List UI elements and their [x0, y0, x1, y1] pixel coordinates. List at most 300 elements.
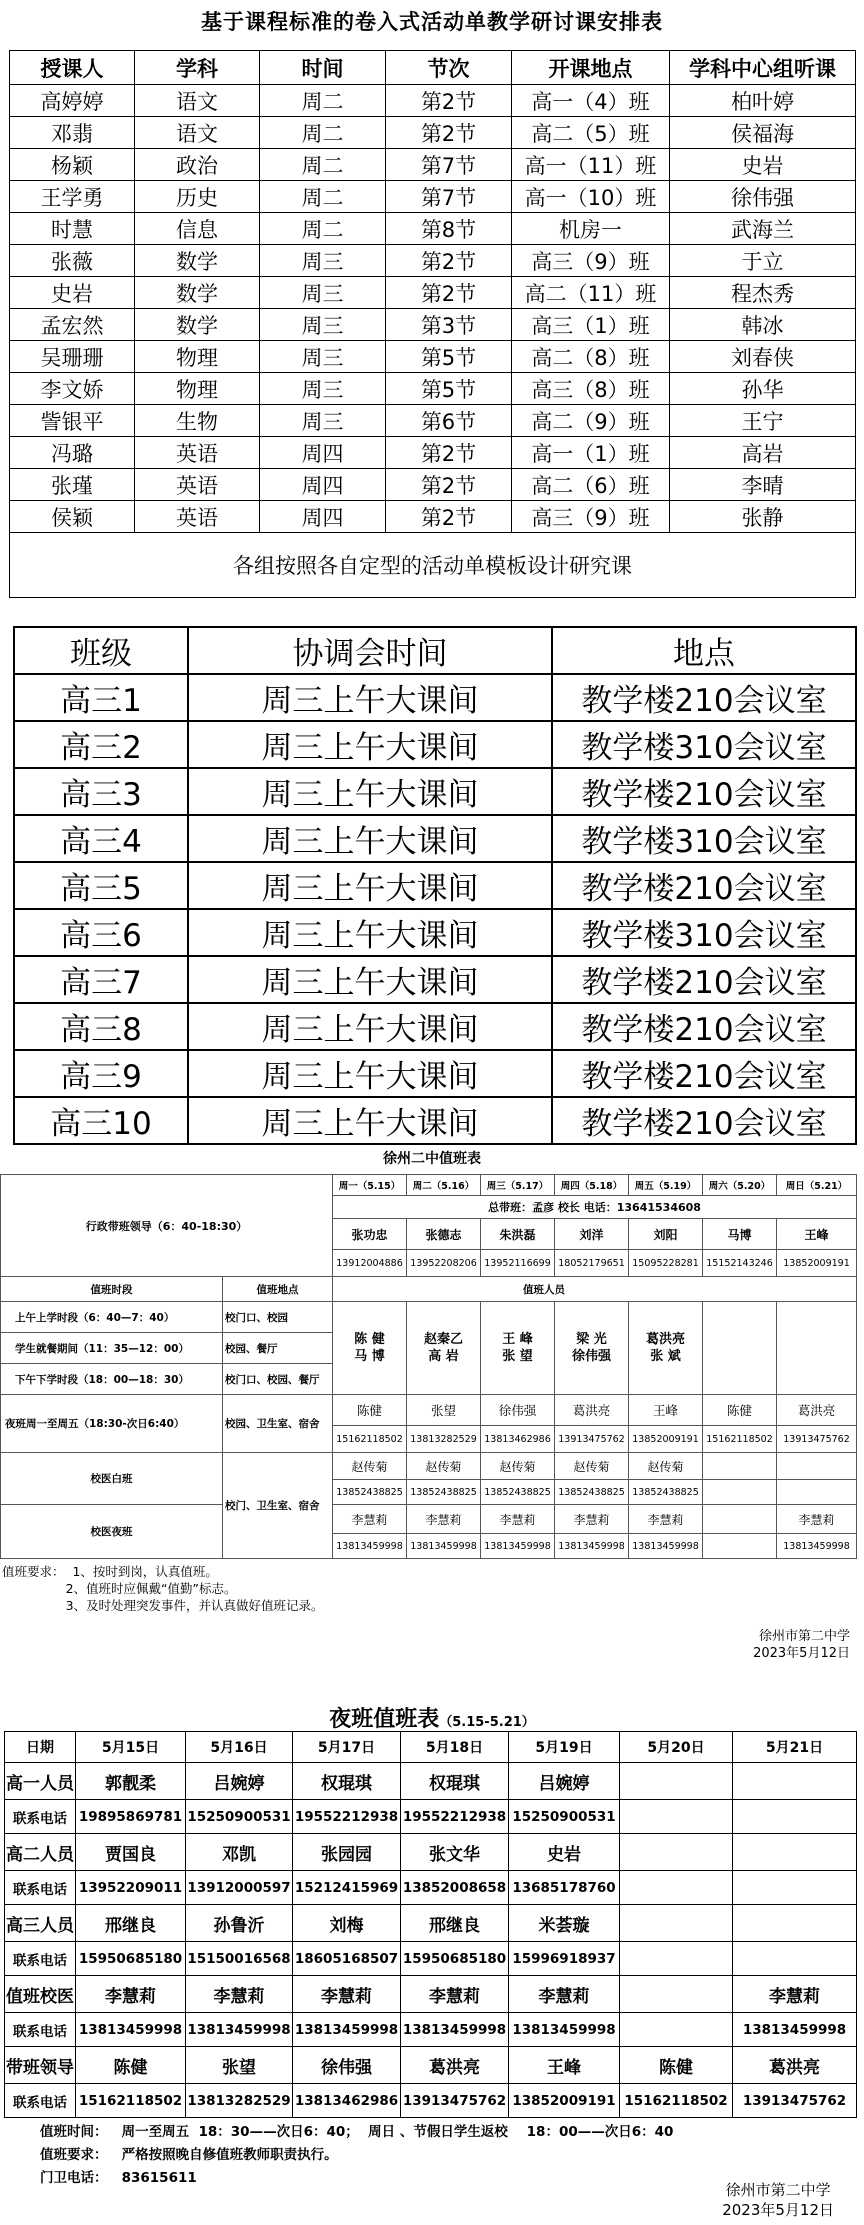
name-cell: 孙鲁沂: [186, 1905, 293, 1942]
row-label: 值班校医: [5, 1976, 76, 2013]
name-row: [5, 2047, 857, 2084]
roster-signature: [753, 1628, 850, 1662]
day-header: 周五（5.19）: [629, 1175, 703, 1196]
table-row: [10, 85, 856, 117]
name-row: [5, 1905, 857, 1942]
table-cell: 语文: [135, 85, 260, 117]
name-cell: 徐伟强: [293, 2047, 401, 2084]
doctor-night-label: 校医夜班: [1, 1505, 223, 1559]
date-header-row: [5, 1732, 857, 1763]
phone-cell: 15150016568: [186, 1942, 293, 1976]
column-header: 时间: [260, 51, 386, 85]
table-cell: 教学楼310会议室: [552, 909, 856, 956]
table-cell: 周三上午大课间: [188, 862, 552, 909]
phone-cell: 19552212938: [293, 1800, 401, 1834]
phone-row: [5, 2013, 857, 2047]
table-row: [10, 501, 856, 533]
table-row: [14, 1050, 856, 1097]
table-cell: 张静: [670, 501, 856, 533]
table-cell: 周二: [260, 213, 386, 245]
phone-cell: 13813282529: [186, 2084, 293, 2118]
phone-cell: [620, 1800, 733, 1834]
column-header: 学科中心组听课: [670, 51, 856, 85]
table-cell: 周三上午大课间: [188, 1050, 552, 1097]
phone-cell: 13913475762: [733, 2084, 857, 2118]
column-header: 地点: [552, 627, 856, 674]
table-cell: 机房一: [512, 213, 670, 245]
night-phone: 13813462986: [481, 1426, 555, 1453]
name-cell: 权琨琪: [401, 1763, 509, 1800]
name-cell: 葛洪亮: [733, 2047, 857, 2084]
table-cell: 周四: [260, 469, 386, 501]
date-header: 5月15日: [76, 1732, 186, 1763]
phone-cell: [733, 1800, 857, 1834]
day-staff: 陈 健 马 博: [333, 1302, 407, 1395]
doctor-night-phone: 13813459998: [777, 1534, 857, 1559]
table-cell: 高二（5）班: [512, 117, 670, 149]
table-cell: 政治: [135, 149, 260, 181]
table-cell: 王宁: [670, 405, 856, 437]
table-cell: 周三上午大课间: [188, 674, 552, 721]
name-cell: 邓凯: [186, 1834, 293, 1871]
table-cell: 时慧: [10, 213, 135, 245]
table-cell: 周四: [260, 501, 386, 533]
date-header: 5月20日: [620, 1732, 733, 1763]
night-staff: 葛洪亮: [777, 1395, 857, 1426]
leader-name: 张功忠: [333, 1219, 407, 1250]
duty-header-row: [1, 1277, 857, 1302]
table-cell: 语文: [135, 117, 260, 149]
name-cell: [620, 1976, 733, 2013]
table-row: [14, 1097, 856, 1144]
school-name: 徐州市第二中学: [758, 1629, 850, 1644]
night-staff: 张望: [407, 1395, 481, 1426]
name-cell: 陈健: [620, 2047, 733, 2084]
table-cell: 第2节: [386, 117, 512, 149]
phone-cell: 15950685180: [401, 1942, 509, 1976]
table-cell: 英语: [135, 501, 260, 533]
table-row: [14, 1003, 856, 1050]
school-name: 徐州市第二中学: [725, 2181, 831, 2199]
table-cell: 第2节: [386, 277, 512, 309]
date-header: 5月16日: [186, 1732, 293, 1763]
period-header: 值班时段: [1, 1277, 223, 1302]
phone-cell: 13813459998: [76, 2013, 186, 2047]
night-staff: 徐伟强: [481, 1395, 555, 1426]
table-cell: 物理: [135, 373, 260, 405]
doctor-night-name: 李慧莉: [407, 1505, 481, 1534]
night-staff: 陈健: [333, 1395, 407, 1426]
table-row: [10, 341, 856, 373]
table-cell: 史岩: [10, 277, 135, 309]
table-cell: 历史: [135, 181, 260, 213]
date-header: 5月21日: [733, 1732, 857, 1763]
table-cell: 高婷婷: [10, 85, 135, 117]
phone-row: [5, 1942, 857, 1976]
table-cell: 数学: [135, 277, 260, 309]
table-cell: 张薇: [10, 245, 135, 277]
table-cell: 周三上午大课间: [188, 768, 552, 815]
name-cell: 李慧莉: [186, 1976, 293, 2013]
night-place: 校园、卫生室、宿舍: [223, 1395, 333, 1453]
table-cell: 高三2: [14, 721, 188, 768]
table-cell: 第3节: [386, 309, 512, 341]
duty-roster-title: 徐州二中值班表: [383, 1151, 481, 1167]
table-cell: 第2节: [386, 469, 512, 501]
duty-requirement-line: 3、及时处理突发事件，并认真做好值班记录。: [2, 1598, 324, 1613]
table-cell: 史岩: [670, 149, 856, 181]
table-cell: 信息: [135, 213, 260, 245]
doctor-night-phone: 13813459998: [407, 1534, 481, 1559]
column-header: 学科: [135, 51, 260, 85]
phone-cell: 19552212938: [401, 1800, 509, 1834]
table-cell: 教学楼210会议室: [552, 1003, 856, 1050]
name-cell: 邢继良: [401, 1905, 509, 1942]
table-cell: 第8节: [386, 213, 512, 245]
doctor-day-name: 赵传菊: [481, 1453, 555, 1480]
doctor-night-phone: 13813459998: [629, 1534, 703, 1559]
name-cell: 米荟璇: [509, 1905, 620, 1942]
table-cell: 高三（9）班: [512, 501, 670, 533]
phone-cell: 13852008658: [401, 1871, 509, 1905]
table-cell: 周三: [260, 245, 386, 277]
doctor-place: 校门、卫生室、宿舍: [223, 1453, 333, 1559]
night-staff: 陈健: [703, 1395, 777, 1426]
leader-name: 张德志: [407, 1219, 481, 1250]
phone-cell: 15162118502: [76, 2084, 186, 2118]
table-row: [14, 815, 856, 862]
phone-cell: 13685178760: [509, 1871, 620, 1905]
phone-cell: 15250900531: [186, 1800, 293, 1834]
day-staff: 葛洪亮 张 斌: [629, 1302, 703, 1395]
row-label: 高三人员: [5, 1905, 76, 1942]
day-staff: 王 峰 张 望: [481, 1302, 555, 1395]
issue-date: 2023年5月12日: [753, 1646, 850, 1661]
night-phone: 13813282529: [407, 1426, 481, 1453]
doctor-night-phone: [703, 1534, 777, 1559]
column-header: 授课人: [10, 51, 135, 85]
day-header: 周四（5.18）: [555, 1175, 629, 1196]
night-duty-table: [4, 1731, 857, 2118]
column-header: 节次: [386, 51, 512, 85]
phone-cell: 13813459998: [401, 2013, 509, 2047]
days-row: [1, 1175, 857, 1196]
table-cell: 高三7: [14, 956, 188, 1003]
empty-cell: [777, 1453, 857, 1480]
table-cell: 高二（9）班: [512, 405, 670, 437]
table-cell: 侯颖: [10, 501, 135, 533]
doctor-night-name: 李慧莉: [333, 1505, 407, 1534]
phone-cell: 13813459998: [509, 2013, 620, 2047]
duty-roster-table: [0, 1174, 857, 1559]
issue-date: 2023年5月12日: [722, 2201, 834, 2219]
row-label: 联系电话: [5, 1942, 76, 1976]
name-cell: [620, 1905, 733, 1942]
phone-row: [5, 1800, 857, 1834]
period-label: 上午上学时段（6：40—7：40）: [1, 1302, 223, 1333]
table-row: [10, 181, 856, 213]
night-phone: 15162118502: [333, 1426, 407, 1453]
table-cell: 刘春侠: [670, 341, 856, 373]
name-cell: 邢继良: [76, 1905, 186, 1942]
day-staff: 赵秦乙 高 岩: [407, 1302, 481, 1395]
table-cell: 高三9: [14, 1050, 188, 1097]
table-cell: 第7节: [386, 181, 512, 213]
night-duty-footer: [40, 2121, 673, 2190]
night-staff: 葛洪亮: [555, 1395, 629, 1426]
name-cell: 张文华: [401, 1834, 509, 1871]
table-cell: 周三: [260, 277, 386, 309]
table-cell: 周二: [260, 181, 386, 213]
leader-name: 刘阳: [629, 1219, 703, 1250]
table-row: [14, 862, 856, 909]
name-cell: [733, 1905, 857, 1942]
table-cell: 高三4: [14, 815, 188, 862]
schedule-title: 基于课程标准的卷入式活动单教学研讨课安排表: [201, 10, 663, 34]
phone-cell: 13813462986: [293, 2084, 401, 2118]
row-label: 联系电话: [5, 1871, 76, 1905]
table-cell: 高一（1）班: [512, 437, 670, 469]
table-cell: 程杰秀: [670, 277, 856, 309]
table-cell: 教学楼210会议室: [552, 1050, 856, 1097]
table-cell: 教学楼210会议室: [552, 674, 856, 721]
table-row: [14, 768, 856, 815]
night-staff: 王峰: [629, 1395, 703, 1426]
phone-cell: 13813459998: [733, 2013, 857, 2047]
table-cell: 高三8: [14, 1003, 188, 1050]
table-cell: 教学楼210会议室: [552, 768, 856, 815]
name-cell: 史岩: [509, 1834, 620, 1871]
doctor-night-name: 李慧莉: [777, 1505, 857, 1534]
column-header: 开课地点: [512, 51, 670, 85]
day-header: 周二（5.16）: [407, 1175, 481, 1196]
table-cell: 杨颖: [10, 149, 135, 181]
table-row: [10, 309, 856, 341]
phone-cell: 13813459998: [293, 2013, 401, 2047]
night-phone: 13852009191: [629, 1426, 703, 1453]
name-cell: 李慧莉: [293, 1976, 401, 2013]
phone-cell: 13912000597: [186, 1871, 293, 1905]
table-cell: 第7节: [386, 149, 512, 181]
table-row: [10, 277, 856, 309]
day-header: 周三（5.17）: [481, 1175, 555, 1196]
phone-cell: [733, 1871, 857, 1905]
table-cell: 孟宏然: [10, 309, 135, 341]
footer-line: 值班时间： 周一至周五 18：30——次日6：40； 周日 、节假日学生返校 18：00——次日6：40: [40, 2124, 674, 2140]
note-row: [10, 533, 856, 598]
leader-name: 王峰: [777, 1219, 857, 1250]
table-cell: 周三: [260, 341, 386, 373]
doctor-night-name: 李慧莉: [555, 1505, 629, 1534]
table-cell: 第5节: [386, 373, 512, 405]
phone-cell: 15250900531: [509, 1800, 620, 1834]
table-cell: 第5节: [386, 341, 512, 373]
name-row: [5, 1976, 857, 2013]
table-row: [14, 721, 856, 768]
name-cell: 李慧莉: [509, 1976, 620, 2013]
empty-cell: [777, 1302, 857, 1395]
table-cell: 李文娇: [10, 373, 135, 405]
table-cell: 英语: [135, 469, 260, 501]
name-row: [5, 1763, 857, 1800]
name-cell: [620, 1763, 733, 1800]
doctor-night-phone: 13813459998: [333, 1534, 407, 1559]
table-cell: 第2节: [386, 85, 512, 117]
name-row: [5, 1834, 857, 1871]
name-cell: 张望: [186, 2047, 293, 2084]
night-staff-row: [1, 1395, 857, 1426]
name-cell: 陈健: [76, 2047, 186, 2084]
empty-cell: [703, 1302, 777, 1395]
table-cell: 李晴: [670, 469, 856, 501]
row-label: 高二人员: [5, 1834, 76, 1871]
staff-header: 值班人员: [333, 1277, 857, 1302]
phone-cell: 15162118502: [620, 2084, 733, 2118]
table-header-row: [10, 51, 856, 85]
table-cell: 周四: [260, 437, 386, 469]
doctor-day-name: 赵传菊: [555, 1453, 629, 1480]
phone-cell: 18605168507: [293, 1942, 401, 1976]
table-cell: 高三10: [14, 1097, 188, 1144]
row-label: 联系电话: [5, 1800, 76, 1834]
day-header: 周六（5.20）: [703, 1175, 777, 1196]
table-cell: 高一（10）班: [512, 181, 670, 213]
leader-name: 马博: [703, 1219, 777, 1250]
period-row: [1, 1302, 857, 1333]
chief-on-duty: 总带班：孟彦 校长 电话：13641534608: [333, 1196, 857, 1219]
phone-row: [5, 1871, 857, 1905]
table-cell: 数学: [135, 245, 260, 277]
table-header-row: [14, 627, 856, 674]
doctor-day-phone: 13852438825: [407, 1480, 481, 1505]
table-row: [10, 117, 856, 149]
phone-cell: 19895869781: [76, 1800, 186, 1834]
table-cell: 周二: [260, 85, 386, 117]
phone-cell: [733, 1942, 857, 1976]
row-label: 高一人员: [5, 1763, 76, 1800]
night-phone: 13913475762: [777, 1426, 857, 1453]
table-cell: 周三上午大课间: [188, 909, 552, 956]
table-cell: 周二: [260, 117, 386, 149]
table-cell: 孙华: [670, 373, 856, 405]
table-cell: 周三: [260, 373, 386, 405]
row-label: 带班领导: [5, 2047, 76, 2084]
row-label: 联系电话: [5, 2013, 76, 2047]
name-cell: 吕婉婷: [186, 1763, 293, 1800]
table-cell: 高二（8）班: [512, 341, 670, 373]
table-cell: 訾银平: [10, 405, 135, 437]
leader-phone: 15152143246: [703, 1250, 777, 1277]
table-row: [14, 909, 856, 956]
table-cell: 第2节: [386, 437, 512, 469]
duty-requirement-line: 2、值班时应佩戴“值勤”标志。: [2, 1581, 237, 1596]
table-cell: 英语: [135, 437, 260, 469]
table-cell: 张瑾: [10, 469, 135, 501]
table-note: 各组按照各自定型的活动单模板设计研究课: [10, 533, 856, 598]
table-cell: 高二（6）班: [512, 469, 670, 501]
leader-phone: 13852009191: [777, 1250, 857, 1277]
table-cell: 高三6: [14, 909, 188, 956]
doctor-night-name: 李慧莉: [481, 1505, 555, 1534]
date-label: 日期: [5, 1732, 76, 1763]
doctor-day-phone: 13852438825: [629, 1480, 703, 1505]
phone-row: [5, 2084, 857, 2118]
phone-cell: 13952209011: [76, 1871, 186, 1905]
phone-cell: 13913475762: [401, 2084, 509, 2118]
table-row: [10, 405, 856, 437]
name-cell: 王峰: [509, 2047, 620, 2084]
table-cell: 高一（4）班: [512, 85, 670, 117]
table-row: [10, 469, 856, 501]
table-cell: 高三1: [14, 674, 188, 721]
place-header: 值班地点: [223, 1277, 333, 1302]
name-cell: 葛洪亮: [401, 2047, 509, 2084]
table-cell: 周三上午大课间: [188, 1003, 552, 1050]
name-cell: [620, 1834, 733, 1871]
name-cell: 李慧莉: [733, 1976, 857, 2013]
period-label: 下午下学时段（18：00—18：30）: [1, 1364, 223, 1395]
table-cell: 生物: [135, 405, 260, 437]
phone-cell: 15212415969: [293, 1871, 401, 1905]
period-place: 校门口、校园: [223, 1302, 333, 1333]
table-row: [10, 245, 856, 277]
table-cell: 武海兰: [670, 213, 856, 245]
row-label: 联系电话: [5, 2084, 76, 2118]
table-cell: 徐伟强: [670, 181, 856, 213]
lesson-schedule-table: [9, 50, 856, 598]
duty-requirement-line: 值班要求： 1、按时到岗，认真值班。: [2, 1564, 218, 1579]
table-cell: 周三: [260, 309, 386, 341]
date-header: 5月17日: [293, 1732, 401, 1763]
name-cell: 刘梅: [293, 1905, 401, 1942]
doctor-night-name: [703, 1505, 777, 1534]
table-cell: 王学勇: [10, 181, 135, 213]
table-cell: 周三上午大课间: [188, 1097, 552, 1144]
phone-cell: [620, 1871, 733, 1905]
day-header: 周日（5.21）: [777, 1175, 857, 1196]
date-header: 5月19日: [509, 1732, 620, 1763]
table-row: [10, 437, 856, 469]
night-period-label: 夜班周一至周五（18:30-次日6:40）: [1, 1395, 223, 1453]
table-cell: 第2节: [386, 245, 512, 277]
night-duty-date-range: （5.15-5.21）: [439, 1715, 535, 1730]
table-cell: 周三上午大课间: [188, 721, 552, 768]
column-header: 班级: [14, 627, 188, 674]
table-cell: 教学楼210会议室: [552, 956, 856, 1003]
leader-phone: 13952208206: [407, 1250, 481, 1277]
leader-name: 朱洪磊: [481, 1219, 555, 1250]
night-duty-signature: [722, 2180, 834, 2220]
empty-cell: [703, 1453, 777, 1480]
name-cell: 张园园: [293, 1834, 401, 1871]
table-cell: 数学: [135, 309, 260, 341]
table-cell: 物理: [135, 341, 260, 373]
table-cell: 柏叶婷: [670, 85, 856, 117]
table-cell: 高一（11）班: [512, 149, 670, 181]
table-cell: 教学楼210会议室: [552, 1097, 856, 1144]
name-cell: 李慧莉: [401, 1976, 509, 2013]
table-cell: 周二: [260, 149, 386, 181]
empty-cell: [703, 1480, 777, 1505]
day-staff: 梁 光 徐伟强: [555, 1302, 629, 1395]
phone-cell: 13852009191: [509, 2084, 620, 2118]
table-cell: 高岩: [670, 437, 856, 469]
doctor-day-row: [1, 1453, 857, 1480]
doctor-day-phone: 13852438825: [333, 1480, 407, 1505]
phone-cell: [620, 1942, 733, 1976]
doctor-day-name: 赵传菊: [407, 1453, 481, 1480]
table-cell: 周三上午大课间: [188, 815, 552, 862]
